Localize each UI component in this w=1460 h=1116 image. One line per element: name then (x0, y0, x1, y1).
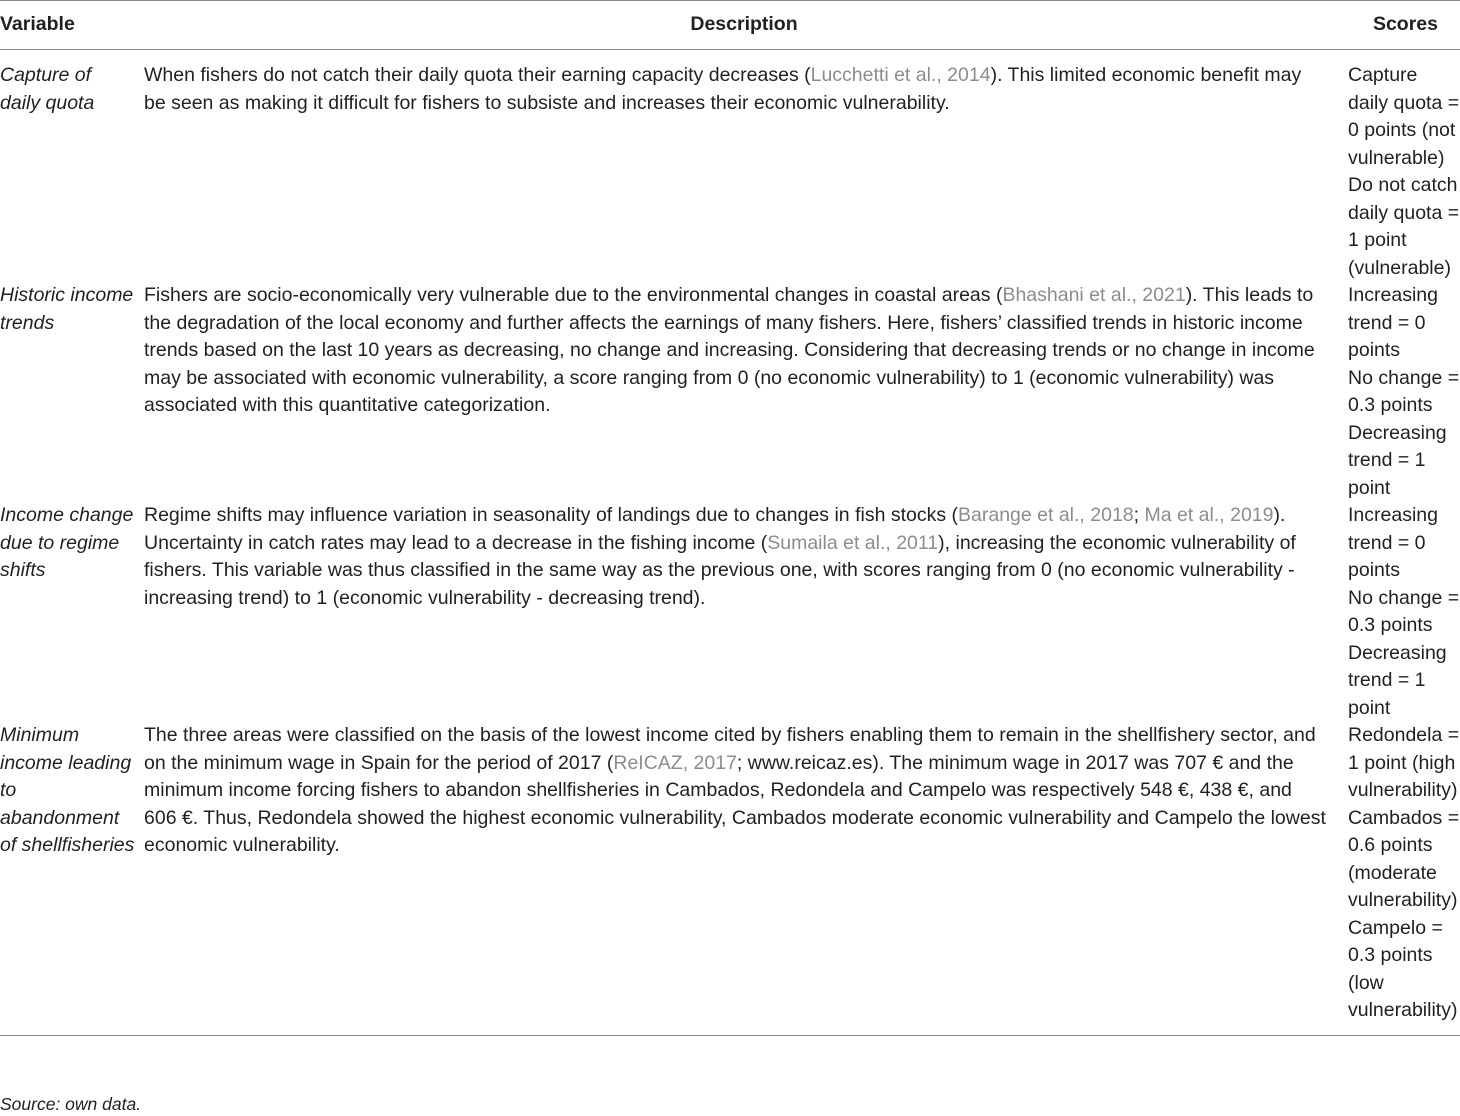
score-entry: Cambados = 0.6 points (moderate vulnerability) (1348, 806, 1460, 911)
description-text: ). This leads to the degradation of the local economy and further affects the earnings of many fishers. Here, fishers’ classified trends in historic income trends based on the last 10 years as decreasing, no change and increasing. Considering that decreasing trends or no change in income may be associated with economic vulnerability, a score ranging from 0 (no economic vulnerability) to 1 (economic vulnerability) was associated with this quantitative categorization. (144, 284, 1315, 416)
table-row (0, 282, 1460, 502)
table-row (0, 722, 1460, 1035)
table-body (0, 50, 1460, 1035)
citation-link[interactable]: Barange et al., 2018 (958, 504, 1134, 526)
cell-variable: Capture of daily quota (0, 64, 95, 114)
score-entry: No change = 0.3 points (1348, 366, 1460, 416)
citation-link[interactable]: ReICAZ, 2017 (613, 751, 737, 774)
score-entry: Capture daily quota = 0 points (not vulnerable) (1348, 64, 1460, 169)
header-scores: Scores (1372, 13, 1438, 36)
cell-variable: Income change due to regime shifts (0, 504, 134, 581)
citation-link[interactable]: Ma et al., 2019 (1144, 504, 1274, 526)
citation-link[interactable]: Sumaila et al., 2011 (767, 531, 939, 554)
description-text: ). This limited economic benefit may be seen as making it difficult for fishers to subsiste and increases their economic vulnerability. (144, 64, 1302, 114)
cell-scores (1346, 282, 1460, 502)
cell-description (142, 502, 1346, 722)
cell-description (142, 50, 1346, 283)
score-entry: Redondela = 1 point (high vulnerability) (1348, 724, 1460, 801)
table-footnote: Source: own data. (0, 1094, 142, 1114)
score-entry: Increasing trend = 0 points (1348, 504, 1438, 581)
score-entry: Increasing trend = 0 points (1348, 284, 1438, 361)
description-text: ; www.reicaz.es). The minimum wage in 2017 was 707 € and the minimum income forcing fishers to abandon shellfisheries in Cambados, Redondela and Campelo was respectively 548 €, 438 €, and 606 €. Thus, Redondela showed the highest economic vulnerability, Cambados moderate economic vulnerability and Campelo the lowest economic vulnerability. (144, 751, 1326, 856)
description-text: ). Uncertainty in catch rates may lead to a decrease in the fishing income ( (144, 504, 1286, 554)
cell-scores (1346, 722, 1460, 1035)
cell-variable: Historic income trends (0, 284, 134, 334)
description-text: The three areas were classified on the basis of the lowest income cited by fishers enabling them to remain in the shellfishery sector, and on the minimum wage in Spain for the period of 2017 ( (144, 724, 1316, 774)
cell-scores (1346, 502, 1460, 722)
header-description: Description (690, 13, 798, 36)
description-text: When fishers do not catch their daily quota their earning capacity decreases ( (144, 64, 811, 86)
table-bottom-rule (0, 1035, 1460, 1036)
header-variable: Variable (0, 13, 75, 36)
score-entry: Decreasing trend = 1 point (1348, 641, 1447, 719)
header-row (0, 1, 1460, 50)
description-text: ; (1133, 504, 1145, 526)
cell-description (142, 282, 1346, 502)
cell-scores (1346, 50, 1460, 283)
citation-link[interactable]: Bhashani et al., 2021 (1002, 284, 1186, 306)
score-entry: No change = 0.3 points (1348, 586, 1460, 636)
score-entry: Do not catch daily quota = 1 point (vulnerable) (1348, 174, 1460, 279)
table-row (0, 502, 1460, 722)
score-entry: Campelo = 0.3 points (low vulnerability) (1348, 916, 1458, 1021)
table-header (0, 1, 1460, 50)
score-entry: Decreasing trend = 1 point (1348, 421, 1447, 499)
cell-description (142, 722, 1346, 1035)
cell-variable: Minimum income leading to abandonment of shellfisheries (0, 724, 135, 856)
description-text: ), increasing the economic vulnerability of fishers. This variable was thus classified in the same way as the previous one, with scores ranging from 0 (no economic vulnerability - increasing trend) to 1 (economic vulnerability - decreasing trend). (144, 531, 1296, 609)
description-text: Fishers are socio-economically very vulnerable due to the environmental changes in coastal areas ( (144, 284, 1003, 306)
table-row (0, 50, 1460, 283)
citation-link[interactable]: Lucchetti et al., 2014 (810, 64, 991, 86)
description-text: Regime shifts may influence variation in seasonality of landings due to changes in fish stocks ( (144, 504, 959, 526)
